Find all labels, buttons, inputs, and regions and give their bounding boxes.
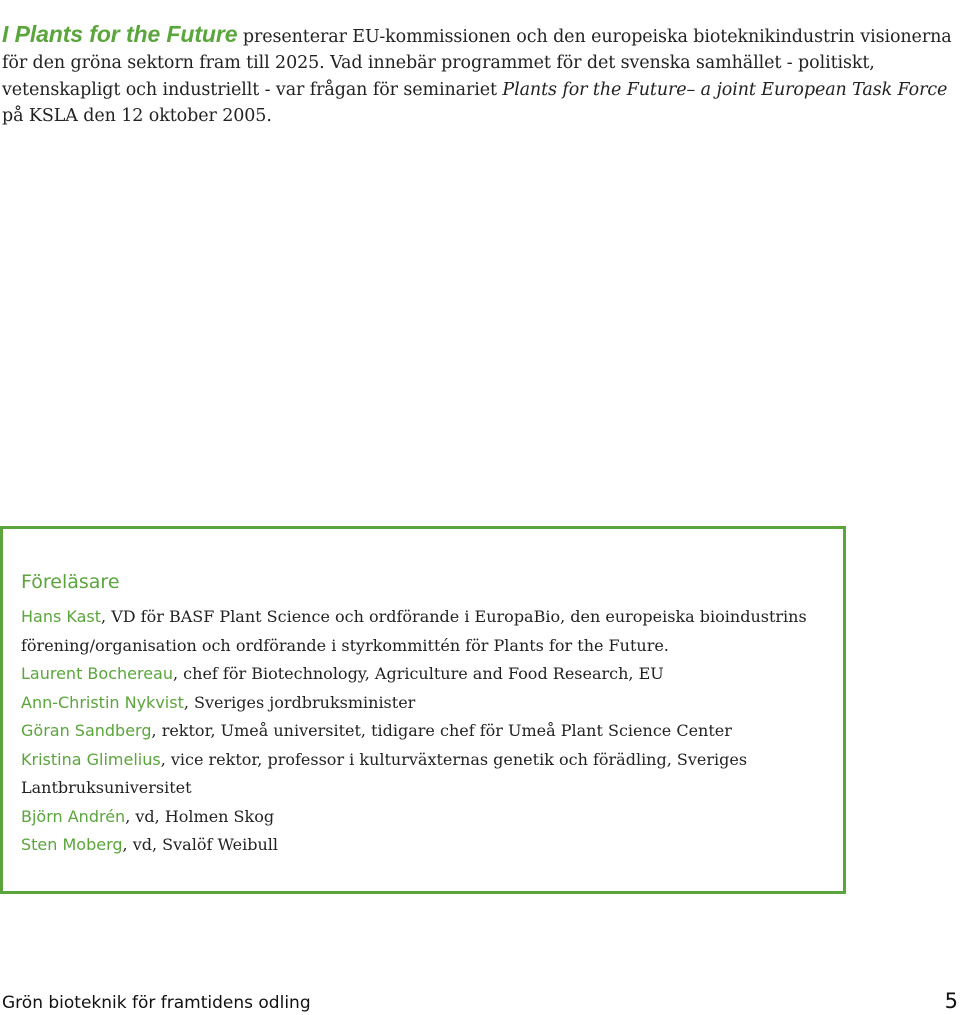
speakers-heading: Föreläsare: [21, 571, 120, 593]
speaker-item: [21, 746, 821, 803]
speaker-description: , vd, Holmen Skog: [125, 806, 275, 826]
speaker-description: , Sveriges jordbruksminister: [183, 692, 416, 712]
speaker-name: Göran Sandberg: [21, 721, 152, 740]
seminar-title: Plants for the Future– a joint European Task Force: [502, 79, 948, 100]
speaker-item: [21, 660, 821, 689]
speaker-item: [21, 831, 821, 860]
speaker-name: Kristina Glimelius: [21, 749, 161, 769]
speaker-description: , chef för Biotechnology, Agriculture and Food Research, EU: [173, 664, 664, 683]
speaker-item: [21, 689, 821, 718]
speaker-description: , vd, Svalöf Weibull: [122, 835, 278, 854]
speakers-box: [0, 526, 846, 894]
speaker-name: Björn Andrén: [21, 806, 126, 826]
speaker-description: , VD för BASF Plant Science och ordförande i EuropaBio, den europeiska bioindustrins förening/organisation och ordförande i styrkommittén för Plants for the Future.: [21, 607, 807, 655]
intro-paragraph: [2, 21, 954, 130]
footer-title: Grön bioteknik för framtidens odling: [2, 993, 311, 1013]
page-number: 5: [944, 989, 958, 1013]
speaker-item: [21, 717, 821, 746]
brand-title: I Plants for the Future: [2, 20, 238, 47]
intro-text-2: på KSLA den 12 oktober 2005.: [2, 106, 272, 126]
intro-text-1: presenterar EU-kommissionen och den europeiska bioteknikindustrin visionerna för den gröna sektorn fram till 2025. Vad innebär programmet för det svenska samhället - politiskt, vetenskapligt och industriellt - var frågan för seminariet: [2, 26, 952, 100]
speaker-name: Sten Moberg: [21, 835, 123, 854]
speaker-item: [21, 603, 821, 660]
speaker-item: [21, 803, 821, 832]
speaker-description: , vice rektor, professor i kulturväxternas genetik och förädling, Sveriges Lantbruksuniversitet: [21, 749, 748, 797]
speaker-description: , rektor, Umeå universitet, tidigare chef för Umeå Plant Science Center: [151, 721, 732, 740]
speaker-name: Hans Kast: [21, 607, 102, 626]
speakers-list: [21, 603, 821, 860]
speaker-name: Ann-Christin Nykvist: [21, 692, 184, 712]
speaker-name: Laurent Bochereau: [21, 664, 173, 683]
